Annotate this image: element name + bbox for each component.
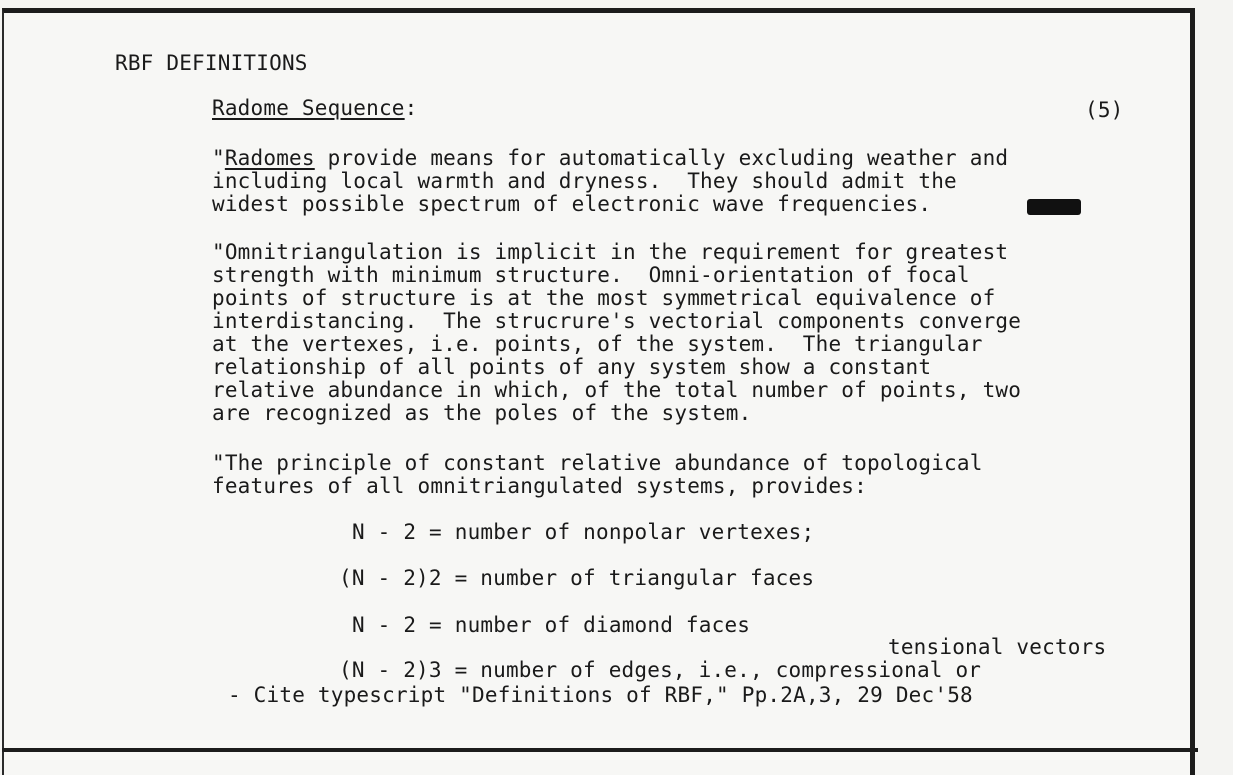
paragraph-line: provide means for automatically excluding weather and (314, 146, 1009, 170)
paragraph-line: including local warmth and dryness. They should admit the (212, 169, 957, 193)
paragraph-line: widest possible spectrum of electronic wave frequencies. (212, 192, 932, 216)
section-title (212, 97, 418, 120)
paragraph-omnitriangulation: "Omnitriangulation is implicit in the requirement for greatest strength with minimum structure. Omni-orientation of focal points of structure is at the most symmetrical equivalence of interdistancing. The strucrure's vectorial components converge at the vertexes, i.e. points, of the system. The triangular relationship of all points of any system show a constant relative abundance in which, of the total number of points, two are recognized as the poles of the system. (212, 240, 1022, 425)
citation: - Cite typescript "Definitions of RBF," Pp.2A,3, 29 Dec'58 (228, 683, 973, 707)
quote-mark: " (212, 146, 225, 170)
formula-triangular-faces: (N - 2)2 = number of triangular faces (339, 566, 815, 590)
formula-edges: (N - 2)3 = number of edges, i.e., compressional or (339, 658, 982, 682)
paragraph-principle: "The principle of constant relative abundance of topological features of all omnitriangulated systems, provides: (212, 451, 983, 498)
redaction-mark (1027, 199, 1081, 215)
page-number: (5) (1085, 98, 1124, 122)
formula-nonpolar-vertexes: N - 2 = number of nonpolar vertexes; (352, 520, 815, 544)
formula-insert-tensional: tensional vectors (888, 635, 1107, 659)
formula-diamond-faces: N - 2 = number of diamond faces (352, 613, 751, 637)
term-radomes: Radomes (224, 146, 315, 170)
bottom-divider (2, 748, 1198, 752)
section-title-colon: : (404, 96, 418, 120)
document-header: RBF DEFINITIONS (115, 51, 308, 75)
paragraph-radomes (212, 147, 1008, 216)
section-title-text: Radome Sequence (212, 96, 405, 120)
